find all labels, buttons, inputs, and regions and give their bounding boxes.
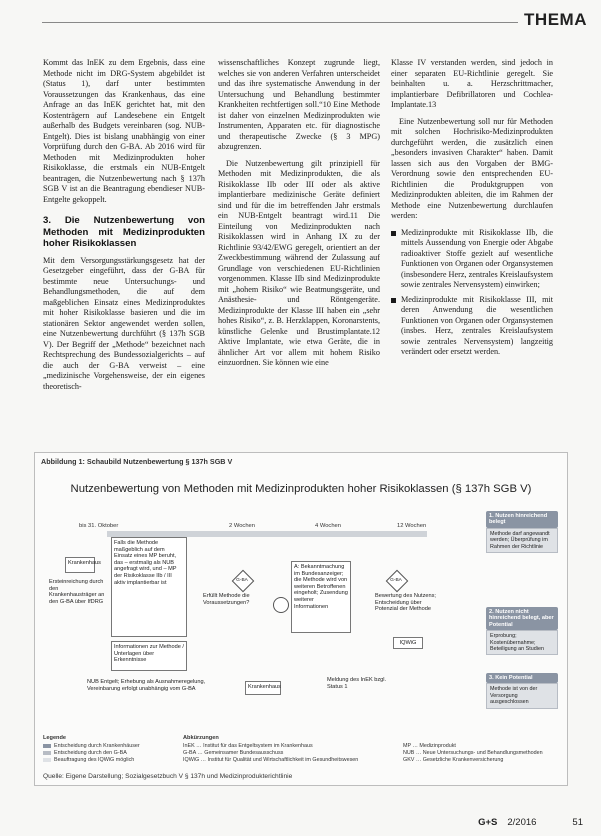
legend-swatch xyxy=(43,744,51,748)
flow-diagram xyxy=(35,453,567,785)
abbreviations-1 xyxy=(183,743,358,764)
decision-circle xyxy=(273,597,289,613)
outcome-body: Methode darf angewandt werden; Überprüfung im Rahmen der Richtlinie xyxy=(486,528,558,553)
legend-label: Entscheidung durch den G-BA xyxy=(54,750,127,756)
text-voraussetzungen: Erfüllt Methode die Voraussetzungen? xyxy=(203,593,250,606)
legend-heading: Legende xyxy=(43,735,67,741)
outcome-2 xyxy=(483,605,561,657)
figure-title: Nutzenbewertung von Methoden mit Medizinprodukten hoher Risikoklassen (§ 137h SGB V) xyxy=(70,483,532,495)
legend-item xyxy=(43,750,140,757)
legend-item xyxy=(43,757,140,764)
step-label: 2 Wochen xyxy=(229,523,255,529)
outcome-heading: 2. Nutzen nicht hinreichend belegt, aber Potential xyxy=(486,607,558,630)
paragraph: Mit dem Versorgungsstärkungsgesetz hat der Gesetzgeber eingeführt, dass der G-BA für bestimmte neue Untersuchungs- und Behandlungsmethoden, die auf dem maßgeblichen Einsatz eines Medizinproduktes mit hoher Risikoklasse basieren und die im stationären Sektor angewendet werden sollen, eine Nutzenbewertung durchführt (§ 137h SGB V). Der Begriff der „Methode“ bezeichnet nach Rechtsprechung des Bundessozialgerichts – auf die auch der G-BA verweist – eine „medizinische Vorgehensweise, der ein eigenes theoretisch- xyxy=(43,255,205,391)
diamond-label: G-BA xyxy=(236,578,248,583)
outcome-1 xyxy=(483,509,561,555)
text-column-3 xyxy=(391,58,553,362)
text-column-2 xyxy=(218,58,380,375)
abbreviation: G-BA … Gemeinsamer Bundesausschuss xyxy=(183,750,284,756)
list-item: Medizinprodukte mit Risikoklasse III, mit deren Anwendung die wesentlichen Funktionen von Organen oder Organsystemen (insbes. Herz, zentrales Kreislaufsystem sowie zentrales Nervensystem) langzeitig verändert oder ersetzt werden. xyxy=(391,295,553,358)
abbreviations-2 xyxy=(403,743,543,764)
box-krankenhaus: Krankenhaus xyxy=(65,557,95,573)
abbreviation: NUB … Neue Untersuchungs- und Behandlungsmethoden xyxy=(403,750,543,756)
legend-label: Entscheidung durch Krankenhäuser xyxy=(54,743,140,749)
outcome-heading: 3. Kein Potential xyxy=(486,673,558,683)
legend-heading: Abkürzungen xyxy=(183,735,219,741)
abbreviation: InEK … Institut für das Entgeltsystem im Krankenhaus xyxy=(183,743,313,749)
box-informationen: Informationen zur Methode / Unterlagen über Erkenntnisse xyxy=(111,641,187,671)
box-bekanntmachung: A: Bekanntmachung im Bundesanzeiger; die Methode wird von weiteren Betroffenen eingeholt; Zusendung weiterer Informationen xyxy=(291,561,351,633)
list-item: Medizinprodukte mit Risikoklasse IIb, die mittels Aussendung von Energie oder Abgabe radioaktiver Stoffe gezielt auf wesentliche Funktionen von Organen oder Organsystemen (insbesondere Herz, zentrales Kreislaufsystem sowie zentrales Nervensystem) einwirken; xyxy=(391,228,553,291)
page-footer xyxy=(478,817,583,828)
outcome-heading: 1. Nutzen hinreichend belegt xyxy=(486,511,558,528)
abbreviation: IQWiG … Institut für Qualität und Wirtschaftlichkeit im Gesundheitswesen xyxy=(183,757,359,763)
diamond-label: G-BA xyxy=(390,578,402,583)
paragraph: Eine Nutzenbewertung soll nur für Methoden mit solchen Hochrisiko-Medizinprodukten durchgeführt werden, die zusätzlich einen „besonders invasiven Charakter“ haben. Damit lassen sich aus den Vorgaben der BMG-Verordnung sowie den entsprechenden EU-Richtlinien die Produktgruppen von Medizinprodukten ableiten, die im Rahmen der Methode eine Nutzenbewertung durchlaufen werden: xyxy=(391,116,553,220)
legend-items xyxy=(43,743,140,764)
box-krankenhaus-2: Krankenhaus xyxy=(245,681,281,695)
figure-source: Quelle: Eigene Darstellung; Sozialgesetzbuch V § 137h und Medizinprodukterichtlinie xyxy=(43,773,293,780)
journal-name: G+S xyxy=(478,817,498,828)
legend-label: Beauftragung des IQWiG möglich xyxy=(54,757,135,763)
box-ersteinreichung: Ersteinreichung durch den Krankenhausträger an den G-BA über IfDRG xyxy=(49,579,105,605)
text-column-1 xyxy=(43,58,205,398)
outcome-3 xyxy=(483,671,561,711)
section-heading: 3. Die Nutzenbewertung von Methoden mit Medizinprodukten hoher Risikoklassen xyxy=(43,215,205,249)
text-nub-entgelt: NUB Entgelt; Erhebung als Ausnahmeregelung, Vereinbarung erfolgt unabhängig vom G-BA xyxy=(87,679,206,692)
step-label: 12 Wochen xyxy=(397,523,427,529)
header-rule xyxy=(42,22,537,23)
text-bewertung: Bewertung des Nutzens; Entscheidung über Potenzial der Methode xyxy=(375,593,436,613)
text-inek-meldung: Meldung des InEK bzgl. Status 1 xyxy=(327,677,387,690)
abbreviation: GKV … Gesetzliche Krankenversicherung xyxy=(403,757,504,763)
paragraph: Kommt das InEK zu dem Ergebnis, dass eine Methode nicht im DRG-System abgebildet ist (Status 1), darf unter bestimmten Voraussetzungen das Krankenhaus, das eine Anfrage an das InEK gerichtet hat, mit den Kostenträgern auf Landesebene ein Entgelt außerhalb des Budgets vereinbaren (sog. NUB-Entgelt). Dies ist bislang unabhängig von einer Vorprüfung durch den G-BA. Ab 2016 wird für Methoden mit Medizinprodukten hoher Risikoklasse, die erstmals ein NUB-Entgelt beantragen, die Nutzenbewertung nach § 137h SGB V ist an die Beantragung ebendieser NUB-Entgelte gekoppelt. xyxy=(43,58,205,204)
box-iqwig: IQWiG xyxy=(393,637,423,649)
page-number: 51 xyxy=(572,817,583,828)
bullet-list xyxy=(391,228,553,358)
legend-swatch xyxy=(43,751,51,755)
legend-item xyxy=(43,743,140,750)
step-label: bis 31. Oktober xyxy=(79,523,119,529)
section-tag: THEMA xyxy=(518,10,587,30)
paragraph: Die Nutzenbewertung gilt prinzipiell für Methoden mit Medizinprodukten, die als Risikoklasse IIb oder III oder als aktive implantierbare medizinische Geräte definiert sind und für die im betreffenden Jahr erstmals ein NUB-Entgelt beantragt wird.11 Die Einteilung von Medizinprodukten nach Risikoklassen wird in Anhang IX zu der Richtlinie 93/42/EWG geregelt, orientiert an der Zweckbestimmung während der Zulassung auf Grundlage von verschiedenen EU-Richtlinien vorgenommen. Klasse IIb sind Medizinprodukte mit „hohem Risiko“ wie Beatmungsgeräte, und Anästhesie- und Röntgengeräte. Medizinprodukte der Klasse III haben ein „sehr hohes Risiko“, z. B. Herzklappen, Koronarstents, künstliche Gelenke und Brustimplantate.12 Aktive Implantate, wie etwa Geräte, die in ähnlicher Art vor allem mit hohem Risiko einzuordnen. Sie können wie eine xyxy=(218,158,380,367)
abbreviation: MP … Medizinprodukt xyxy=(403,743,456,749)
figure-nutzenbewertung xyxy=(34,452,568,786)
legend-swatch xyxy=(43,758,51,762)
outcome-body: Erprobung; Kostenübernahme; Beteiligung an Studien xyxy=(486,630,558,655)
box-anfrage-voraussetzungen: Falls die Methode maßgeblich auf dem Einsatz eines MP beruht, das – erstmalig als NUB angefragt wird, und – MP der Risikoklasse IIb / III aktiv implantierbar ist xyxy=(111,537,187,637)
outcome-body: Methode ist von der Versorgung ausgeschlossen xyxy=(486,683,558,708)
figure-caption: Abbildung 1: Schaubild Nutzenbewertung § 137h SGB V xyxy=(41,457,233,466)
paragraph: wissenschaftliches Konzept zugrunde liegt, welches sie von anderen Verfahren unterscheidet und das ihre systematische Anwendung in der Untersuchung und Behandlung bestimmter Krankheiten rechtfertigen soll.“10 Eine Methode ist daher von einzelnen Medizinprodukten wie Instrumenten, Apparaten etc. für diagnostische und therapeutische Zwecke (§ 3 MPG) abzugrenzen. xyxy=(218,58,380,151)
paragraph: Klasse IV verstanden werden, sind jedoch in einer separaten EU-Richtlinie geregelt. Sie beinhalten u. a. Herzschrittmacher, implantierbare Defibrillatoren und Cochlea-Implantate.13 xyxy=(391,58,553,109)
journal-issue: 2/2016 xyxy=(507,817,537,828)
step-label: 4 Wochen xyxy=(315,523,341,529)
